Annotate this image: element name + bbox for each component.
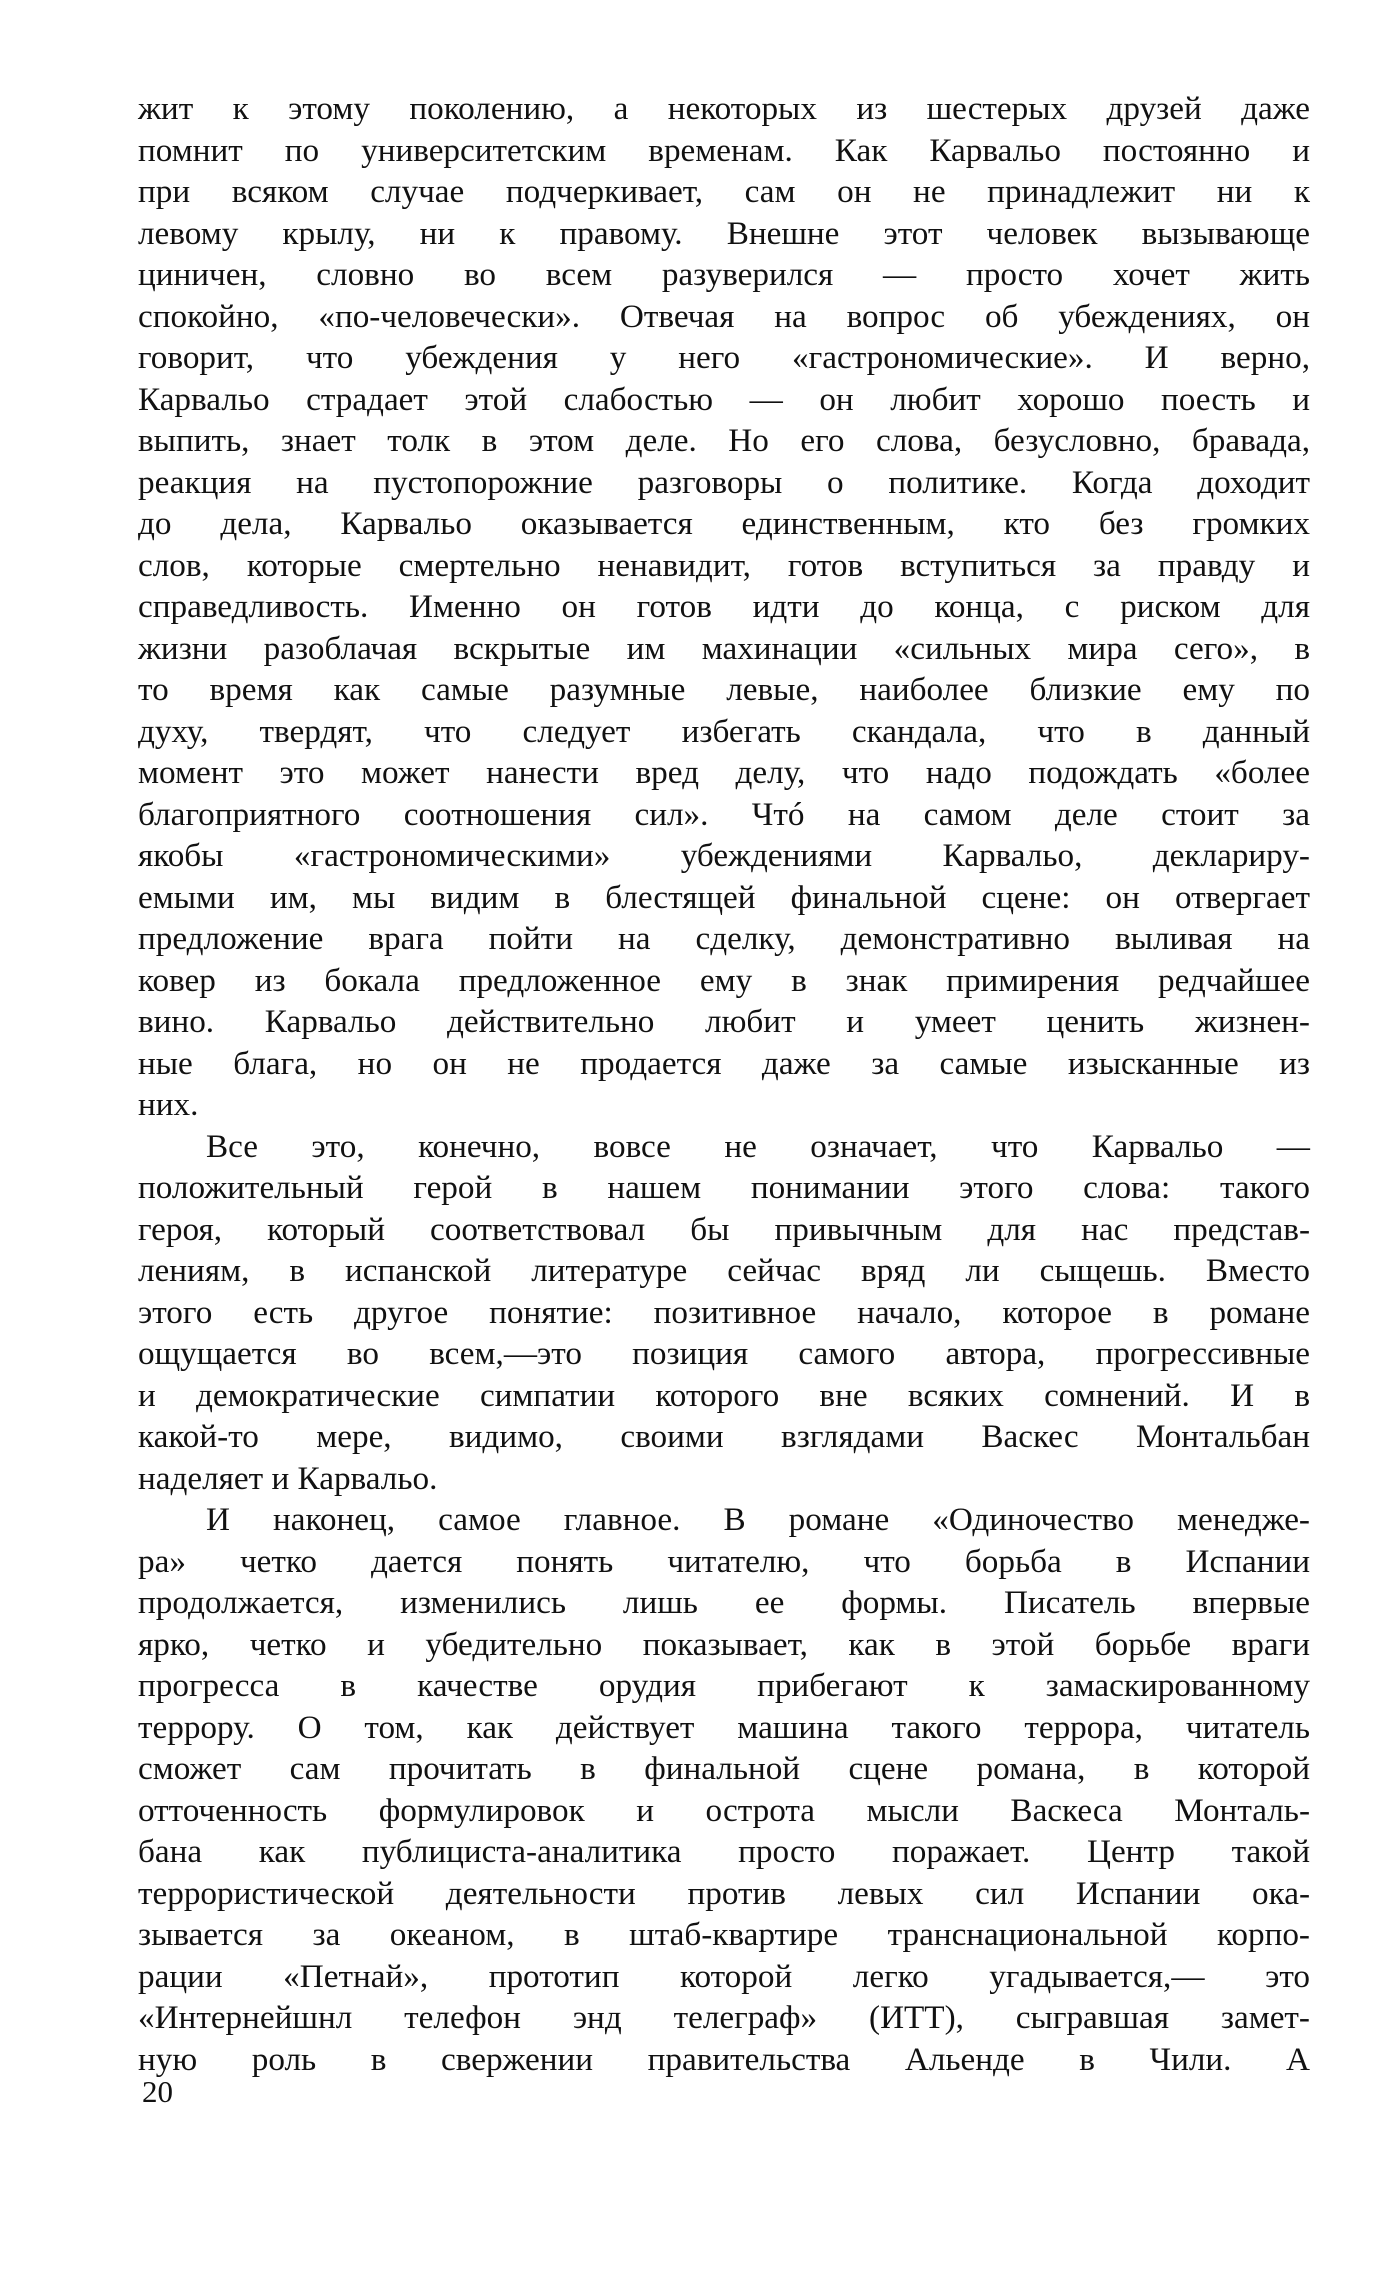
text-line: якобы «гастрономическими» убеждениями Карвальо, деклариру- — [138, 837, 1310, 874]
text-line: ковер из бокала предложенное ему в знак примирения редчайшее — [138, 961, 1310, 999]
text-line: выпить, знает толк в этом деле. Но его слова, безусловно, бравада, — [138, 422, 1310, 459]
text-line: лениям, в испанской литературе сейчас вряд ли сыщешь. Вместо — [138, 1252, 1310, 1289]
text-line: и демократические симпатии которого вне всяких сомнений. И в — [138, 1376, 1310, 1414]
text-line: террору. О том, как действует машина такого террора, читатель — [138, 1708, 1310, 1746]
text-line: положительный герой в нашем понимании этого слова: такого — [138, 1169, 1310, 1206]
text-line: то время как самые разумные левые, наиболее близкие ему по — [138, 671, 1310, 708]
text-line: бана как публициста-аналитика просто поражает. Центр такой — [138, 1833, 1310, 1870]
text-line: предложение врага пойти на сделку, демонстративно выливая на — [138, 920, 1310, 957]
text-line: слов, которые смертельно ненавидит, готов вступиться за правду и — [138, 546, 1310, 584]
text-line: «Интернейшнл телефон энд телеграф» (ИТТ), сыгравшая замет- — [138, 1999, 1310, 2036]
text-line: реакция на пустопорожние разговоры о политике. Когда доходит — [138, 463, 1310, 501]
text-line: зывается за океаном, в штаб-квартире транснациональной корпо- — [138, 1916, 1310, 1953]
text-line: Карвальо страдает этой слабостью — он любит хорошо поесть и — [138, 380, 1310, 418]
text-line: прогресса в качестве орудия прибегают к замаскированному — [138, 1667, 1310, 1704]
page-body — [138, 88, 1310, 2080]
page-number: 20 — [142, 2074, 173, 2109]
text-line: вино. Карвальо действительно любит и умеет ценить жизнен- — [138, 1003, 1310, 1040]
text-line: какой-то мере, видимо, своими взглядами Васкес Монтальбан — [138, 1418, 1310, 1455]
text-line: до дела, Карвальо оказывается единственным, кто без громких — [138, 505, 1310, 542]
text-line: продолжается, изменились лишь ее формы. Писатель впервые — [138, 1584, 1310, 1621]
text-line: ра» четко дается понять читателю, что борьба в Испании — [138, 1542, 1310, 1580]
text-line: наделяет и Карвальо. — [138, 1459, 438, 1497]
text-line: духу, твердят, что следует избегать скандала, что в данный — [138, 712, 1310, 750]
text-line: рации «Петнай», прототип которой легко угадывается,— это — [138, 1957, 1310, 1995]
paragraph-1 — [138, 88, 1310, 1126]
text-line: при всяком случае подчеркивает, сам он не принадлежит ни к — [138, 173, 1310, 210]
text-line: отточенность формулировок и острота мысли Васкеса Монталь- — [138, 1791, 1310, 1829]
text-line: террористической деятельности против левых сил Испании ока- — [138, 1874, 1310, 1912]
text-line: ные блага, но он не продается даже за самые изысканные из — [138, 1044, 1310, 1082]
paragraph-2 — [138, 1126, 1310, 1500]
text-line: справедливость. Именно он готов идти до конца, с риском для — [138, 588, 1310, 625]
text-line: емыми им, мы видим в блестящей финальной сцене: он отвергает — [138, 878, 1310, 916]
text-line: Все это, конечно, вовсе не означает, что Карвальо — — [206, 1127, 1310, 1165]
text-line: ную роль в свержении правительства Альенде в Чили. А — [138, 2040, 1310, 2078]
text-line: левому крылу, ни к правому. Внешне этот человек вызывающе — [138, 214, 1310, 252]
text-line: И наконец, самое главное. В романе «Одиночество менедже- — [206, 1501, 1310, 1538]
text-line: этого есть другое понятие: позитивное начало, которое в романе — [138, 1293, 1310, 1331]
paragraph-3 — [138, 1499, 1310, 2080]
text-line: сможет сам прочитать в финальной сцене романа, в которой — [138, 1750, 1310, 1787]
text-line: благоприятного соотношения сил». Чтó на самом деле стоит за — [138, 795, 1310, 833]
text-line: ощущается во всем,—это позиция самого автора, прогрессивные — [138, 1335, 1310, 1372]
text-line: циничен, словно во всем разуверился — просто хочет жить — [138, 256, 1310, 293]
text-line: жит к этому поколению, а некоторых из шестерых друзей даже — [138, 90, 1310, 127]
text-line: ярко, четко и убедительно показывает, как в этой борьбе враги — [138, 1625, 1310, 1663]
text-line: них. — [138, 1086, 199, 1123]
text-line: говорит, что убеждения у него «гастрономические». И верно, — [138, 339, 1310, 376]
text-line: спокойно, «по-человечески». Отвечая на вопрос об убеждениях, он — [138, 297, 1310, 335]
text-line: помнит по университетским временам. Как Карвальо постоянно и — [138, 131, 1310, 169]
text-line: героя, который соответствовал бы привычным для нас представ- — [138, 1210, 1310, 1248]
text-line: жизни разоблачая вскрытые им махинации «сильных мира сего», в — [138, 629, 1310, 667]
text-line: момент это может нанести вред делу, что надо подождать «более — [138, 754, 1310, 791]
